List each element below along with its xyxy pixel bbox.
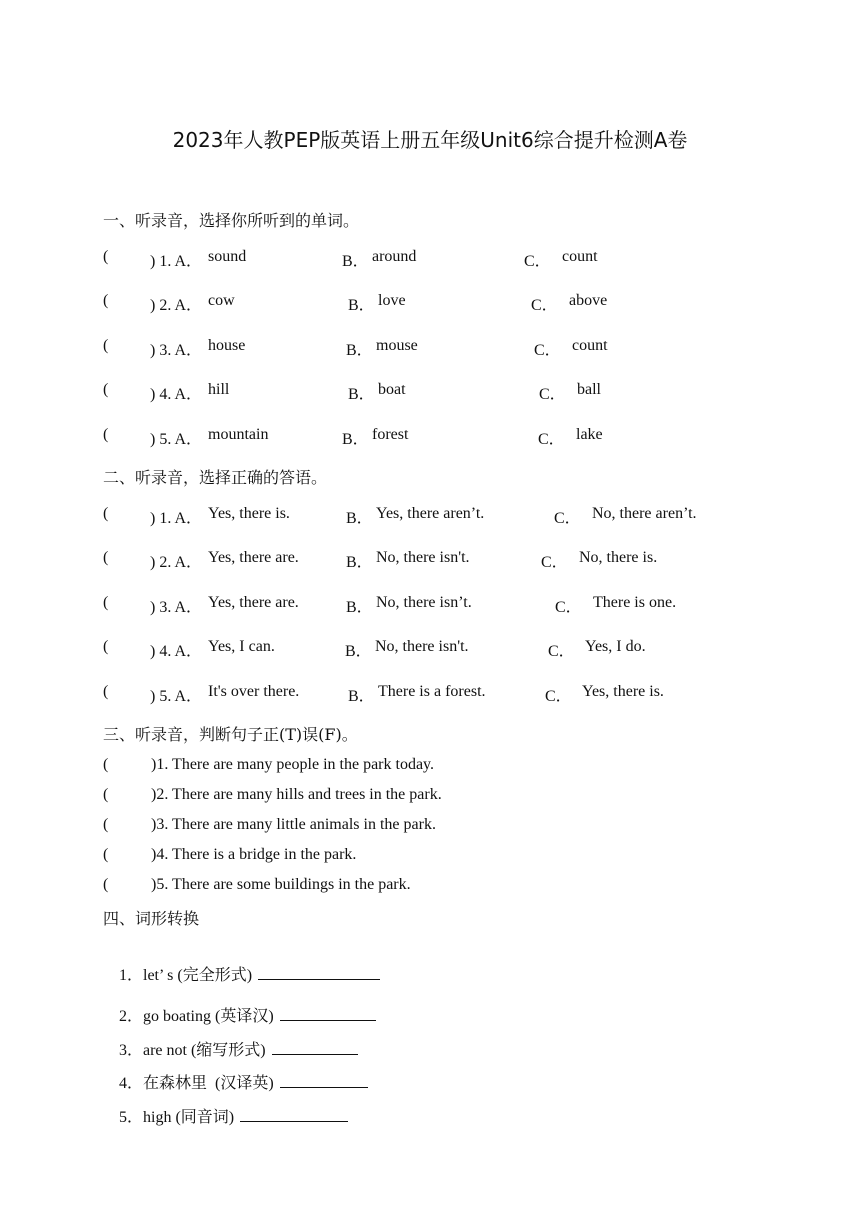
question-number: ) 4. A． <box>150 386 203 403</box>
word-form-prompt: 3．are not (缩写形式) <box>119 1042 266 1059</box>
question-row <box>0 594 860 616</box>
option-c-label: C． <box>545 688 572 705</box>
page-title: 2023年人教PEP版英语上册五年级Unit6综合提升检测A卷 <box>172 128 688 152</box>
question-row <box>0 248 860 270</box>
option-c: There is one. <box>593 594 677 611</box>
question-number: ) 1. A． <box>150 510 203 527</box>
option-a: house <box>208 337 246 354</box>
statement-text: )3. There are many little animals in the park. <box>151 816 436 833</box>
answer-paren-open: ( <box>103 816 109 833</box>
option-a: mountain <box>208 426 269 443</box>
option-b: No, there isn't. <box>375 638 469 655</box>
option-b-label: B． <box>346 599 373 616</box>
option-c: count <box>572 337 608 354</box>
option-a: sound <box>208 248 247 265</box>
answer-paren-open: ( <box>103 846 109 863</box>
option-c-label: C． <box>531 297 558 314</box>
statement-text: )1. There are many people in the park today. <box>151 756 434 773</box>
question-row <box>0 638 860 660</box>
option-b: mouse <box>376 337 418 354</box>
answer-paren-open: ( <box>103 594 109 611</box>
option-b: love <box>378 292 406 309</box>
option-c-label: C． <box>538 431 565 448</box>
option-b-label: B． <box>348 688 375 705</box>
option-b-label: B． <box>342 253 369 270</box>
word-form-prompt: 5．high (同音词) <box>119 1109 235 1126</box>
option-c: above <box>569 292 608 309</box>
answer-paren-open: ( <box>103 876 109 893</box>
option-c: Yes, I do. <box>585 638 646 655</box>
option-b: around <box>372 248 417 265</box>
question-number: ) 1. A． <box>150 253 203 270</box>
answer-paren-open: ( <box>103 248 109 265</box>
option-c-label: C． <box>524 253 551 270</box>
statement-row <box>0 756 860 778</box>
option-a: It's over there. <box>208 683 300 700</box>
statement-row <box>0 846 860 868</box>
question-number: ) 3. A． <box>150 342 203 359</box>
answer-paren-open: ( <box>103 337 109 354</box>
option-b-label: B． <box>348 297 375 314</box>
answer-paren-open: ( <box>103 683 109 700</box>
question-number: ) 5. A． <box>150 688 203 705</box>
section-3-heading: 三、听录音，判断句子正(T)误(F)。 <box>103 725 358 744</box>
option-c: No, there is. <box>579 549 658 566</box>
option-a: Yes, there are. <box>208 549 299 566</box>
section-2-heading: 二、听录音，选择正确的答语。 <box>103 468 328 487</box>
option-c-label: C． <box>539 386 566 403</box>
option-b: Yes, there aren’t. <box>376 505 485 522</box>
answer-paren-open: ( <box>103 505 109 522</box>
option-c: ball <box>577 381 601 398</box>
question-number: ) 4. A． <box>150 643 203 660</box>
option-c-label: C． <box>534 342 561 359</box>
option-b-label: B． <box>346 342 373 359</box>
answer-paren-open: ( <box>103 638 109 655</box>
section-4-heading: 四、词形转换 <box>103 909 200 928</box>
answer-blank[interactable] <box>240 1105 348 1122</box>
answer-paren-open: ( <box>103 381 109 398</box>
question-number: ) 2. A． <box>150 297 203 314</box>
option-b-label: B． <box>346 554 373 571</box>
word-form-prompt: 4．在森林里 (汉译英) <box>119 1075 274 1092</box>
option-b: boat <box>378 381 406 398</box>
option-c: No, there aren’t. <box>592 505 697 522</box>
question-row <box>0 426 860 448</box>
statement-text: )4. There is a bridge in the park. <box>151 846 357 863</box>
statement-row <box>0 786 860 808</box>
option-c: lake <box>576 426 603 443</box>
answer-paren-open: ( <box>103 786 109 803</box>
question-row <box>0 549 860 571</box>
word-form-prompt: 2．go boating (英译汉) <box>119 1008 274 1025</box>
word-form-prompt: 1．let’ s (完全形式) <box>119 967 253 984</box>
word-form-item <box>103 1086 348 1145</box>
option-c-label: C． <box>555 599 582 616</box>
statement-row <box>0 876 860 898</box>
option-b: forest <box>372 426 409 443</box>
option-a: Yes, I can. <box>208 638 275 655</box>
option-a: Yes, there are. <box>208 594 299 611</box>
answer-paren-open: ( <box>103 549 109 566</box>
question-row <box>0 292 860 314</box>
option-c-label: C． <box>554 510 581 527</box>
statement-text: )5. There are some buildings in the park. <box>151 876 411 893</box>
option-a: cow <box>208 292 235 309</box>
option-b: No, there isn't. <box>376 549 470 566</box>
question-number: ) 5. A． <box>150 431 203 448</box>
question-number: ) 3. A． <box>150 599 203 616</box>
statement-text: )2. There are many hills and trees in the park. <box>151 786 442 803</box>
question-number: ) 2. A． <box>150 554 203 571</box>
question-row <box>0 683 860 705</box>
answer-paren-open: ( <box>103 292 109 309</box>
option-c: Yes, there is. <box>582 683 664 700</box>
option-a: hill <box>208 381 230 398</box>
answer-paren-open: ( <box>103 756 109 773</box>
question-row <box>0 505 860 527</box>
option-b-label: B． <box>342 431 369 448</box>
option-b-label: B． <box>348 386 375 403</box>
option-b-label: B． <box>346 510 373 527</box>
option-b: No, there isn’t. <box>376 594 472 611</box>
answer-blank[interactable] <box>258 963 380 980</box>
option-a: Yes, there is. <box>208 505 290 522</box>
question-row <box>0 337 860 359</box>
question-row <box>0 381 860 403</box>
option-b: There is a forest. <box>378 683 486 700</box>
option-c-label: C． <box>541 554 568 571</box>
option-b-label: B． <box>345 643 372 660</box>
statement-row <box>0 816 860 838</box>
option-c: count <box>562 248 598 265</box>
answer-paren-open: ( <box>103 426 109 443</box>
option-c-label: C． <box>548 643 575 660</box>
section-1-heading: 一、听录音，选择你所听到的单词。 <box>103 211 360 230</box>
